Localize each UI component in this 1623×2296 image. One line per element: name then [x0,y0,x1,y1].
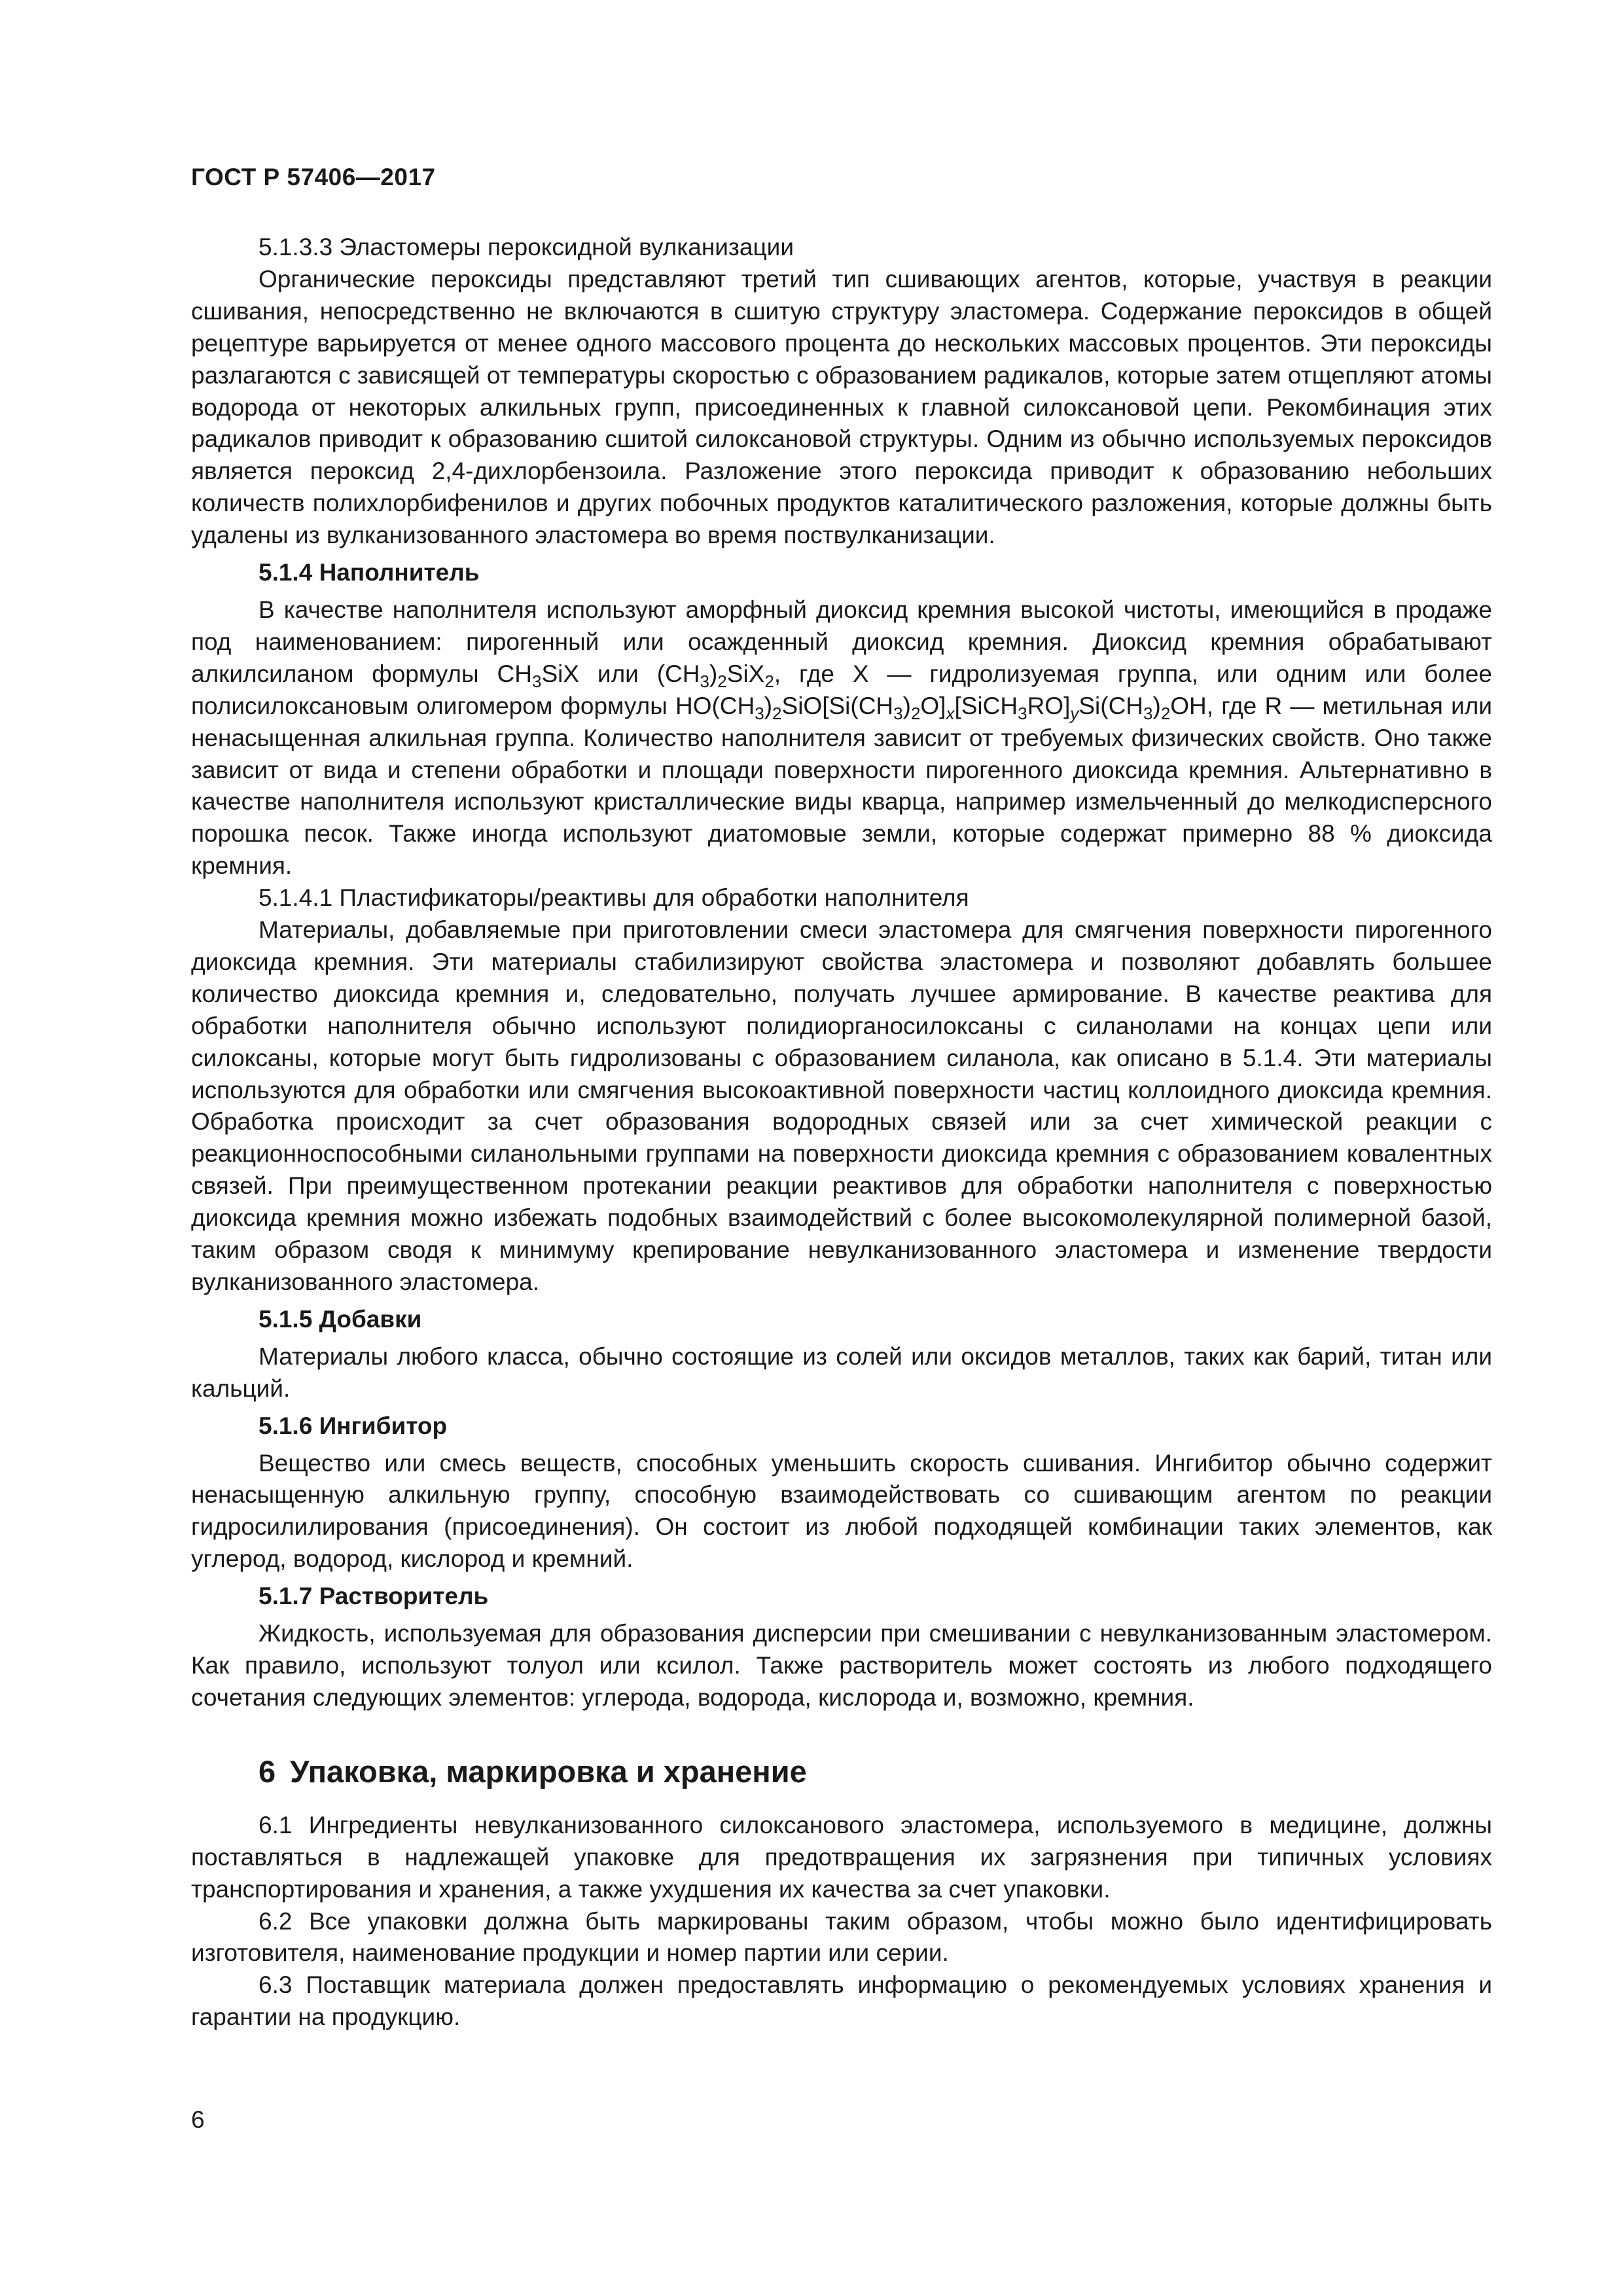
paragraph-6-3: 6.3 Поставщик материала должен предоставлять информацию о рекомендуемых условиях хранения и гарантии на продукцию. [191,1971,1492,2031]
document-header: ГОСТ Р 57406—2017 [191,164,436,190]
heading-5-1-3-3: 5.1.3.3 Эластомеры пероксидной вулканизации [259,234,794,260]
heading-5-1-5: 5.1.5 Добавки [259,1305,422,1333]
heading-5-1-6: 5.1.6 Ингибитор [259,1412,448,1439]
paragraph-5-1-4: В качестве наполнителя используют аморфный диоксид кремния высокой чистоты, имеющийся в продаже под наименованием: пирогенный или осажденный диоксид кремния. Диоксид кремния обрабатывают алкилсиланом формулы $CH_3SiX$ или $(CH_3)_2SiX_2$, где X — гидролизуемая группа, или одним или более полисилоксановым олигомером формулы $HO(CH_3)_2SiO[Si(CH_3)_2O]_x[SiCH_3RO]_ySi(CH_3)_2OH$, где R — метильная или ненасыщенная алкильная группа. Количество наполнителя зависит от требуемых физических свойств. Оно также зависит от вида и степени обработки и площади поверхности пирогенного диоксида кремния. Альтернативно в качестве наполнителя используют кристаллические виды кварца, например измельченный до мелкодисперсного порошка песок. Также иногда используют диатомовые земли, которые содержат примерно 88 % диоксида кремния. [191,596,1492,880]
page-content [191,232,1492,2034]
paragraph-5-1-7: Жидкость, используемая для образования дисперсии при смешивании с невулканизованным эластомером. Как правило, используют толуол или ксилол. Также растворитель может состоять из любого подходящего сочетания следующих элементов: углерода, водорода, кислорода и, возможно, кремния. [191,1620,1492,1711]
section-6-title-text: Упаковка, маркировка и хранение [290,1753,807,1789]
paragraph-5-1-5: Материалы любого класса, обычно состоящие из солей или оксидов металлов, таких как барий, титан или кальций. [191,1342,1492,1402]
paragraph-5-1-6: Вещество или смесь веществ, способных уменьшить скорость сшивания. Ингибитор обычно содержит ненасыщенную алкильную группу, способную взаимодействовать со сшивающим агентом по реакции гидросилилирования (присоединения). Он состоит из любой подходящей комбинации таких элементов, как углерод, водород, кислород и кремний. [191,1449,1492,1573]
paragraph-6-2: 6.2 Все упаковки должна быть маркированы таким образом, чтобы можно было идентифицировать изготовителя, наименование продукции и номер партии или серии. [191,1907,1492,1967]
section-6-number: 6 [259,1753,276,1789]
heading-5-1-4: 5.1.4 Наполнитель [259,559,480,586]
heading-5-1-4-1: 5.1.4.1 Пластификаторы/реактивы для обработки наполнителя [259,884,969,912]
page-number: 6 [191,2106,205,2133]
heading-5-1-7: 5.1.7 Растворитель [259,1583,489,1610]
paragraph-6-1: 6.1 Ингредиенты невулканизованного силоксанового эластомера, используемого в медицине, должны поставляться в надлежащей упаковке для предотвращения их загрязнения при типичных условиях транспортирования и хранения, а также ухудшения их качества за счет упаковки. [191,1811,1492,1903]
section-6-title [191,1753,1492,1790]
paragraph-5-1-4-1: Материалы, добавляемые при приготовлении смеси эластомера для смягчения поверхности пирогенного диоксида кремния. Эти материалы стабилизируют свойства эластомера и позволяют добавлять большее количество диоксида кремния и, следовательно, получать лучшее армирование. В качестве реактива для обработки наполнителя обычно используют полидиорганосилоксаны с силанолами на концах цепи или силоксаны, которые могут быть гидролизованы с образованием силанола, как описано в 5.1.4. Эти материалы используются для обработки или смягчения высокоактивной поверхности частиц коллоидного диоксида кремния. Обработка происходит за счет образования водородных связей или за счет химической реакции с реакционноспособными силанольными группами на поверхности диоксида кремния с образованием ковалентных связей. При преимущественном протекании реакции реактивов для обработки наполнителя с поверхностью диоксида кремния можно избежать подобных взаимодействий с более высокомолекулярной полимерной базой, таким образом сводя к минимуму крепирование невулканизованного эластомера и изменение твердости вулканизованного эластомера. [191,916,1492,1295]
paragraph-5-1-3-3: Органические пероксиды представляют третий тип сшивающих агентов, которые, участвуя в реакции сшивания, непосредственно не включаются в сшитую структуру эластомера. Содержание пероксидов в общей рецептуре варьируется от менее одного массового процента до нескольких массовых процентов. Эти пероксиды разлагаются с зависящей от температуры скоростью с образованием радикалов, которые затем отщепляют атомы водорода от некоторых алкильных групп, присоединенных к главной силоксановой цепи. Рекомбинация этих радикалов приводит к образованию сшитой силоксановой структуры. Одним из обычно используемых пероксидов является пероксид 2,4-дихлорбензоила. Разложение этого пероксида приводит к образованию небольших количеств полихлорбифенилов и других побочных продуктов каталитического разложения, которые должны быть удалены из вулканизованного эластомера во время поствулканизации. [191,265,1492,549]
